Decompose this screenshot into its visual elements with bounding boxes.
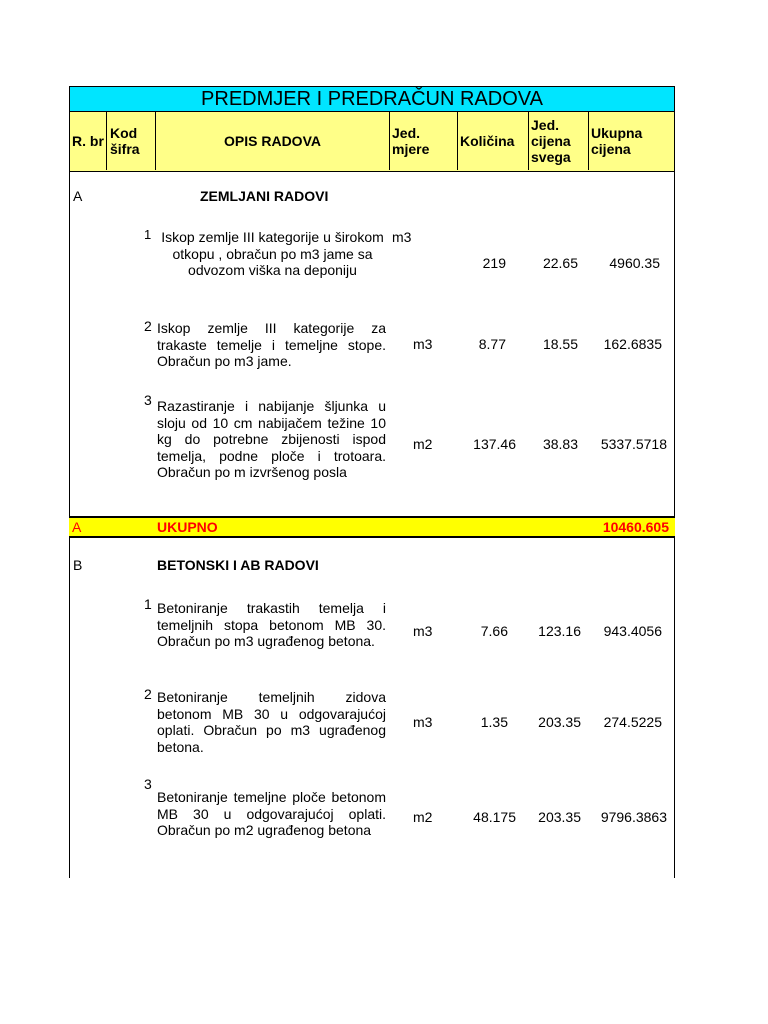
total-value: 10460.605	[602, 519, 669, 535]
item-unit-price: 38.83	[542, 436, 578, 452]
item-quantity: 8.77	[478, 336, 506, 352]
item-unit: m2	[413, 809, 433, 825]
item-unit: m2	[413, 436, 433, 452]
item-unit-price: 18.55	[542, 336, 578, 352]
header-jed-mjere: Jed. mjere	[390, 112, 458, 170]
item-unit-price: 22.65	[542, 255, 578, 271]
item-description: Iskop zemlje III kategorije u širokom otkopu , obračun po m3 jame sa odvozom viška na deponiju	[161, 229, 384, 278]
section-total-row	[69, 516, 675, 538]
table-header	[69, 112, 675, 172]
item-number: 3	[144, 392, 152, 408]
header-ukupna: Ukupna cijena	[591, 125, 643, 157]
item-total: 9796.3863	[600, 809, 667, 825]
item-number: 1	[144, 596, 152, 612]
total-label: UKUPNO	[157, 519, 218, 535]
section-title: BETONSKI I AB RADOVI	[157, 557, 319, 573]
item-quantity: 48.175	[473, 809, 516, 825]
item-total: 4960.35	[609, 255, 660, 271]
item-description: Betoniranje temeljne ploče betonom MB 30 u odgovarajućoj oplati. Obračun po m2 ugrađenog betona	[157, 789, 386, 838]
item-unit-price: 203.35	[538, 714, 581, 730]
item-total: 162.6835	[603, 336, 662, 352]
item-unit: m3	[413, 623, 433, 639]
item-total: 943.4056	[603, 623, 662, 639]
item-total: 274.5225	[603, 714, 662, 730]
header-kod: Kod šifra	[107, 112, 156, 170]
total-letter: A	[72, 519, 82, 535]
item-quantity: 219	[482, 255, 506, 271]
item-quantity: 1.35	[480, 714, 508, 730]
section-letter: B	[73, 557, 83, 573]
item-number: 2	[144, 686, 152, 702]
item-description: Betoniranje temeljnih zidova betonom MB 30 u odgovarajućoj oplati. Obračun po m3 ugrađenog betona.	[157, 689, 386, 755]
item-quantity: 7.66	[480, 623, 508, 639]
item-number: 1	[144, 227, 152, 242]
header-kolicina: Količina	[458, 112, 529, 170]
sheet-title	[69, 86, 675, 112]
item-unit: m3	[413, 336, 433, 352]
item-number: 2	[144, 318, 152, 334]
header-jed-cijena: Jed. cijena svega	[529, 112, 589, 170]
item-unit-price: 123.16	[538, 623, 581, 639]
header-opis: OPIS RADOVA	[156, 112, 390, 170]
item-unit: m3	[392, 229, 412, 245]
item-description: Betoniranje trakastih temelja i temeljnih stopa betonom MB 30. Obračun po m3 ugrađenog betona.	[157, 600, 386, 649]
item-number: 3	[144, 776, 152, 792]
sheet-title-text: PREDMJER I PREDRAČUN RADOVA	[201, 87, 543, 110]
section-letter: A	[73, 188, 83, 204]
item-unit-price: 203.35	[538, 809, 581, 825]
header-rbr: R. br	[70, 112, 107, 170]
item-unit: m3	[413, 714, 433, 730]
section-title: ZEMLJANI RADOVI	[200, 188, 329, 204]
item-description: Razastiranje i nabijanje šljunka u sloju od 10 cm nabijačem težine 10 kg do potrebne zbijenosti ispod temelja, podne ploče i trotoara. Obračun po m izvršenog posla	[157, 398, 386, 480]
item-total: 5337.5718	[600, 436, 667, 452]
item-description: Iskop zemlje III kategorije za trakaste temelje i temeljne stope. Obračun po m3 jame.	[157, 320, 386, 369]
item-quantity: 137.46	[473, 436, 516, 452]
